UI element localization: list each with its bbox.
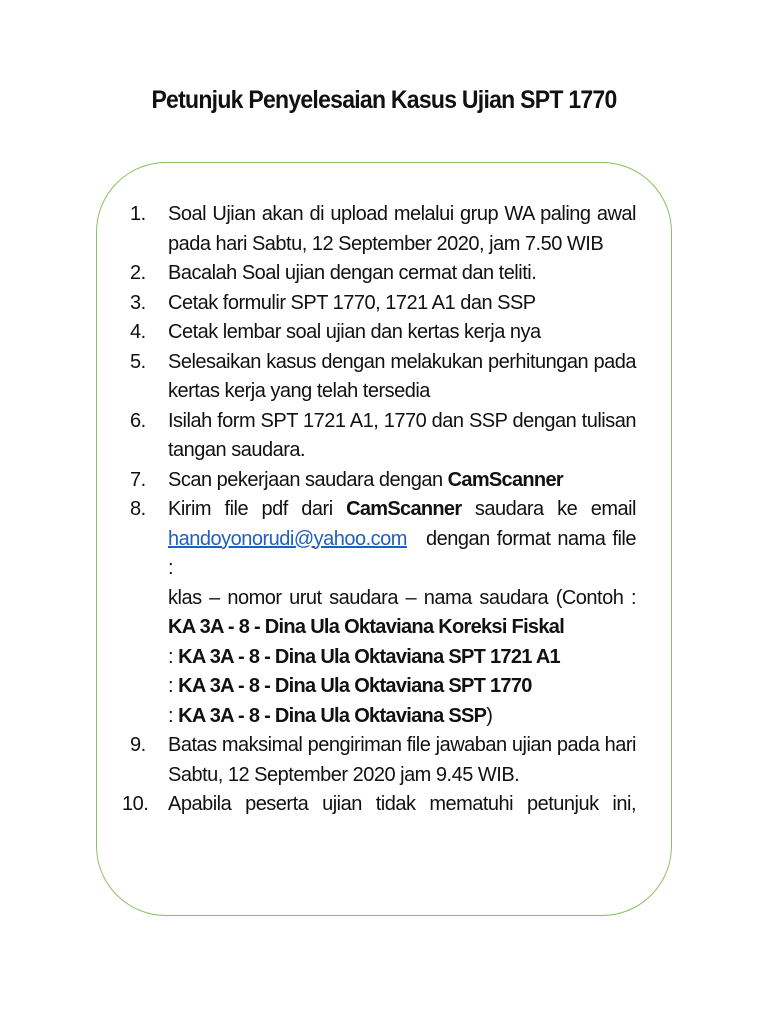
item-text-part: Scan pekerjaan saudara dengan (168, 468, 448, 491)
example-line (168, 643, 636, 673)
app-name: CamScanner (447, 468, 563, 491)
format-line (168, 584, 636, 643)
page-title: Petunjuk Penyelesaian Kasus Ujian SPT 1770 (151, 86, 617, 114)
item-number: 5. (130, 350, 146, 373)
item-text: Soal Ujian akan di upload melalui grup WA paling awal pada hari Sabtu, 12 September 2020, jam 7.50 WIB (168, 203, 636, 255)
item-text-part: dengan format nama file : (168, 527, 636, 579)
example-line (168, 702, 636, 732)
example-separator: : (168, 645, 179, 668)
item-number: 3. (130, 291, 146, 314)
item-number: 4. (130, 321, 146, 343)
example-filename: KA 3A - 8 - Dina Ula Oktaviana SPT 1721 A1 (178, 645, 560, 668)
item-text: Isilah form SPT 1721 A1, 1770 dan SSP dengan tulisan tangan saudara. (168, 409, 636, 461)
item-text (168, 495, 636, 584)
item-number: 8. (130, 498, 146, 520)
email-link[interactable]: handoyonorudi@yahoo.com (168, 527, 407, 550)
list-item (130, 200, 636, 259)
closing-paren: ) (486, 704, 493, 727)
example-line (168, 672, 636, 702)
item-number: 10. (122, 793, 149, 815)
list-item (130, 495, 636, 731)
list-item (130, 348, 636, 407)
example-separator: : (168, 704, 179, 727)
example-filename: KA 3A - 8 - Dina Ula Oktaviana Koreksi Fiskal (168, 616, 565, 638)
item-number: 9. (130, 734, 146, 756)
item-text (168, 466, 636, 496)
item-number: 7. (130, 468, 146, 491)
item-text-part: saudara ke email (461, 498, 636, 520)
list-item (130, 318, 636, 348)
example-filename: KA 3A - 8 - Dina Ula Oktaviana SSP (178, 704, 487, 727)
app-name: CamScanner (346, 498, 462, 520)
item-text: Batas maksimal pengiriman file jawaban ujian pada hari Sabtu, 12 September 2020 jam 9.45 WIB. (168, 734, 636, 786)
format-text: klas – nomor urut saudara – nama saudara (Contoh : (168, 586, 636, 609)
item-number: 1. (130, 203, 146, 225)
item-text-part: Kirim file pdf dari (168, 498, 347, 520)
item-text: Cetak formulir SPT 1770, 1721 A1 dan SSP (168, 291, 536, 314)
example-filename: KA 3A - 8 - Dina Ula Oktaviana SPT 1770 (178, 675, 532, 697)
example-separator: : (168, 675, 179, 697)
item-text: Bacalah Soal ujian dengan cermat dan teliti. (168, 262, 537, 284)
list-item (130, 407, 636, 466)
item-text: Cetak lembar soal ujian dan kertas kerja nya (168, 321, 541, 343)
list-item (130, 289, 636, 319)
list-item (130, 731, 636, 790)
instruction-list (122, 200, 636, 820)
item-number: 6. (130, 409, 146, 432)
item-number: 2. (130, 262, 146, 284)
item-text: Selesaikan kasus dengan melakukan perhitungan pada kertas kerja yang telah tersedia (168, 350, 636, 402)
list-item (130, 466, 636, 496)
list-item (130, 259, 636, 289)
item-text: Apabila peserta ujian tidak mematuhi petunjuk ini, (168, 793, 636, 815)
list-item (122, 790, 636, 820)
